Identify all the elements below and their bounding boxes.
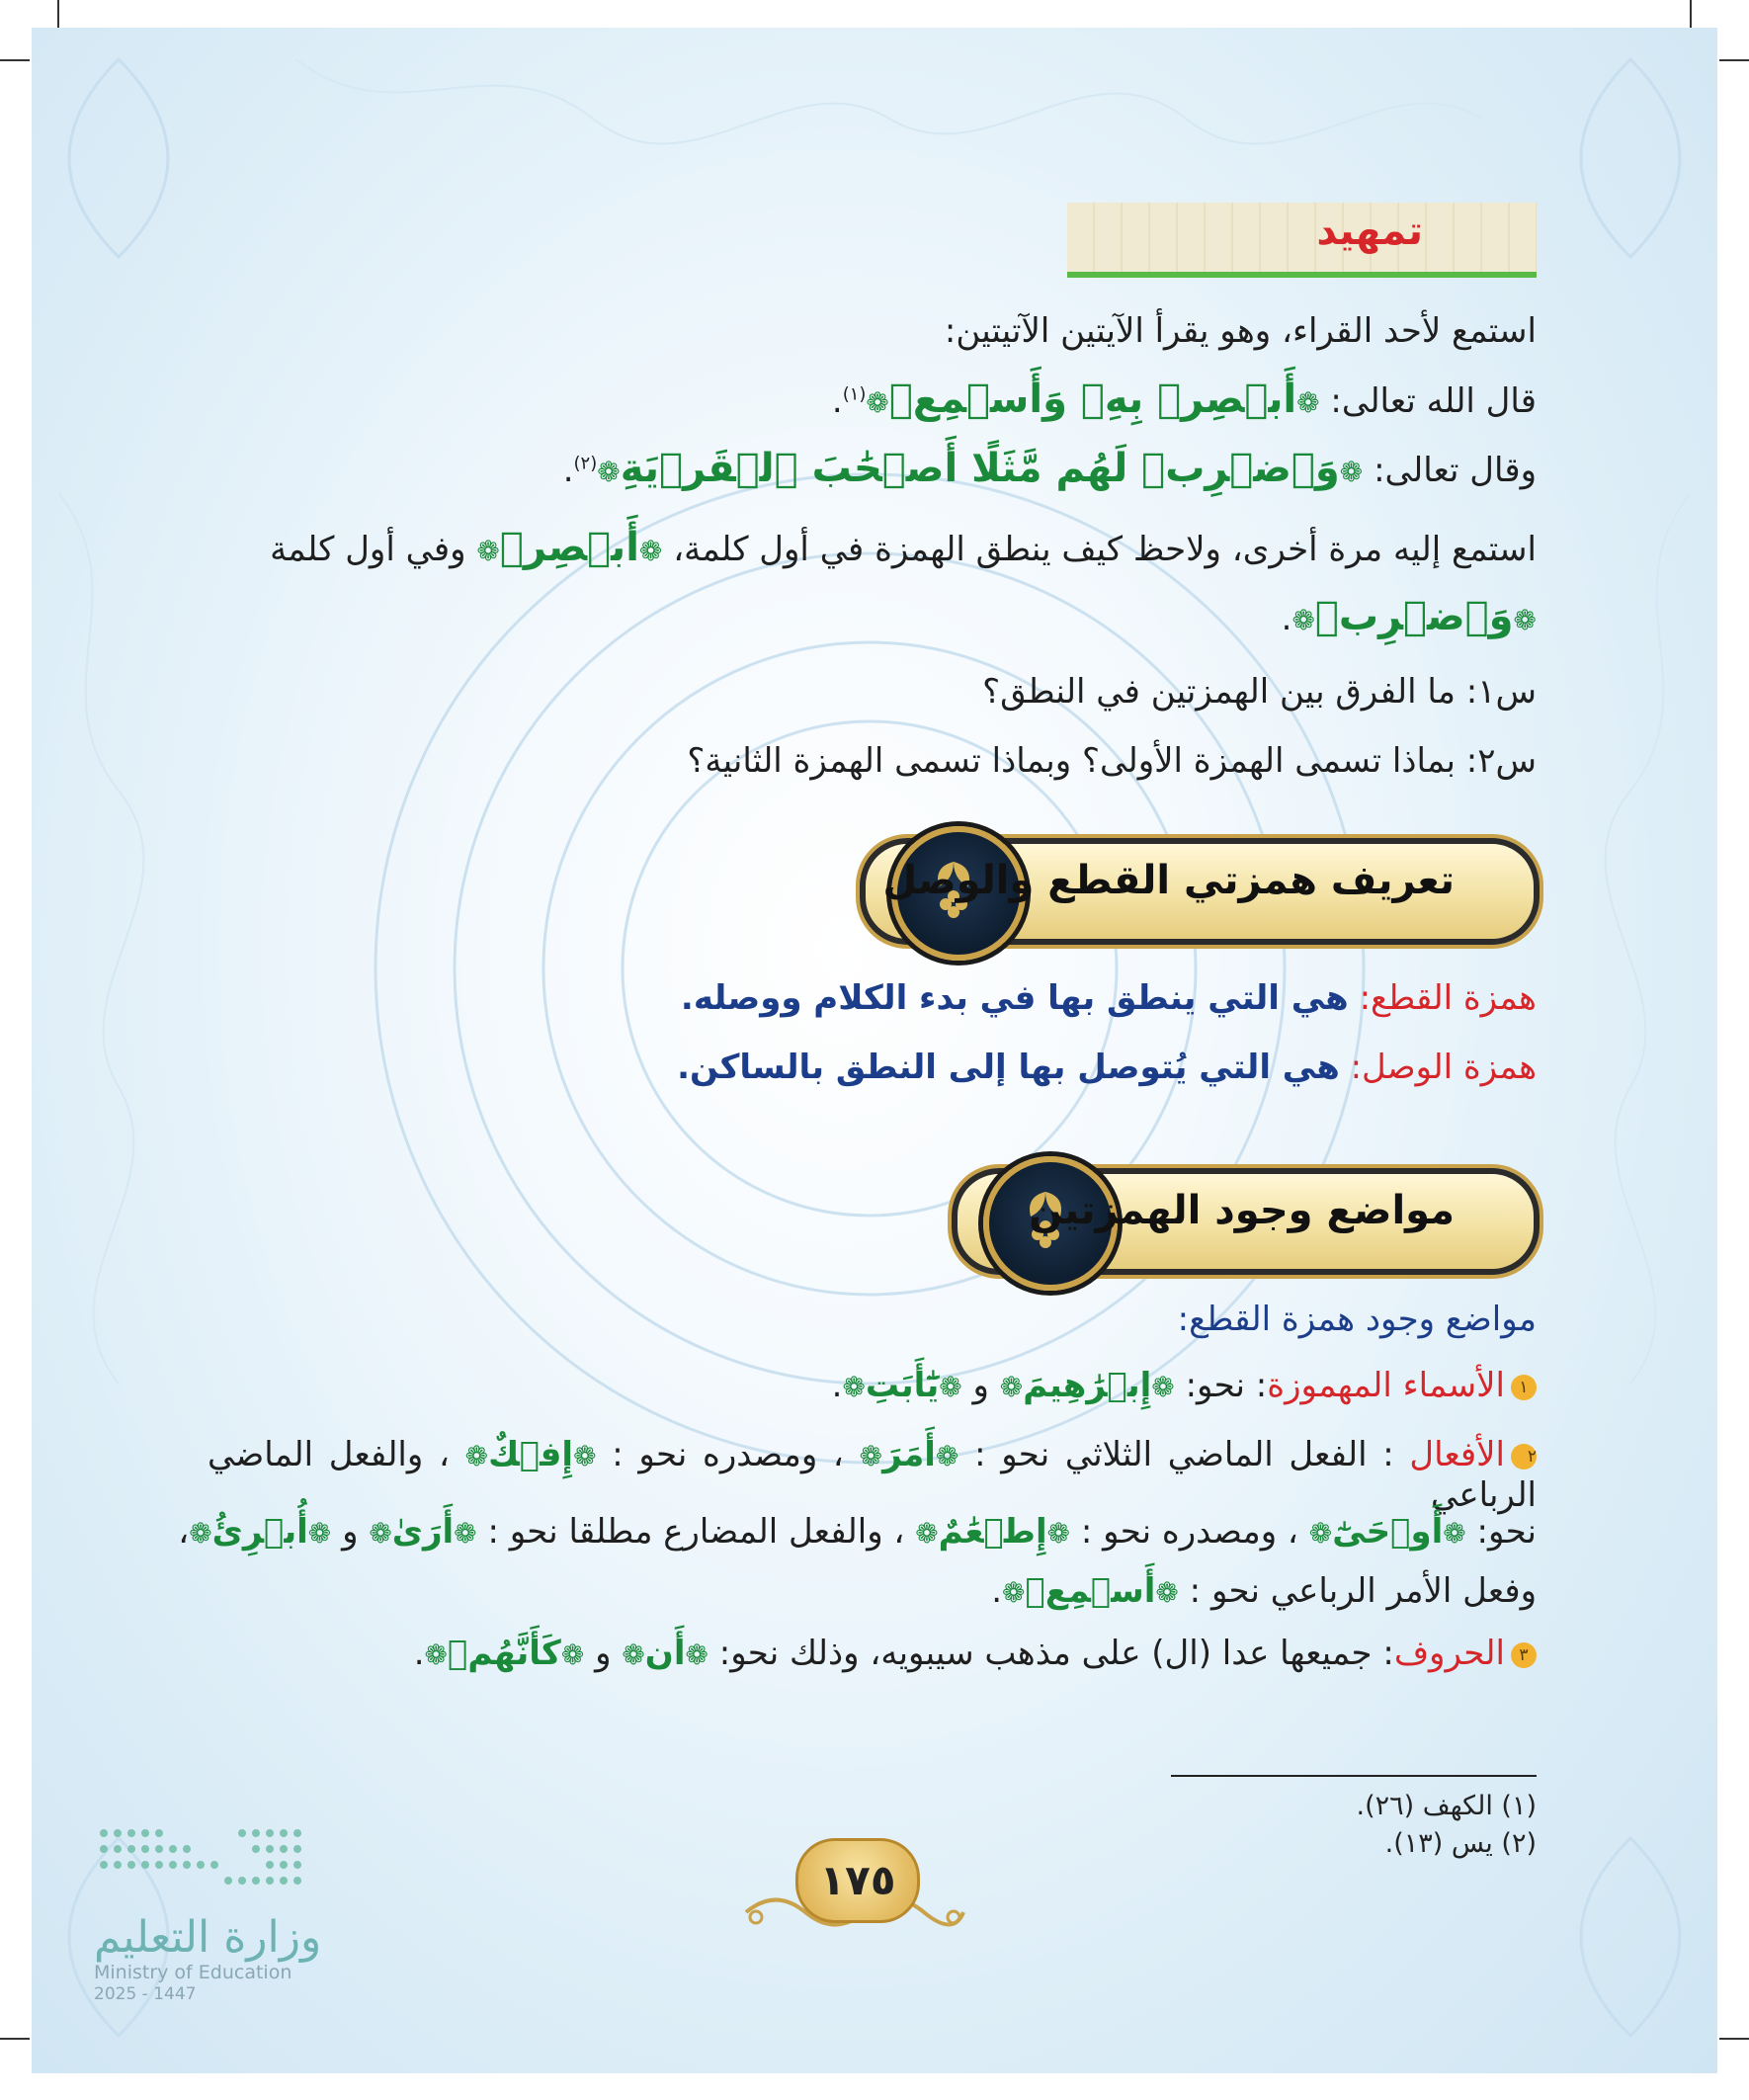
- item2-t6: ، والفعل المضارع مطلقا نحو :: [476, 1512, 916, 1552]
- verse-ornament-icon: ❁: [1155, 1576, 1179, 1609]
- verse1-ref: (١): [842, 383, 867, 405]
- verse-ornament-icon: ❁: [1339, 456, 1364, 488]
- verse-ornament-icon: ❁: [424, 1638, 448, 1671]
- def1-term: همزة القطع:: [1348, 978, 1537, 1018]
- ministry-name-arabic: وزارة التعليم: [94, 1912, 322, 1963]
- tamheed-header: [1067, 203, 1537, 278]
- item2-word3: أَوۡحَىٰٓ: [1332, 1512, 1444, 1552]
- verse-ornament-icon: ❁: [935, 1440, 959, 1472]
- item3-and: و: [584, 1634, 623, 1673]
- verse-ornament-icon: ❁: [560, 1638, 585, 1671]
- page-number: ١٧٥: [795, 1838, 920, 1923]
- item2-t1: : الفعل الماضي الثلاثي نحو :: [958, 1435, 1410, 1474]
- def1-text: هي التي ينطق بها في بدء الكلام ووصله.: [680, 978, 1349, 1018]
- verse-ornament-icon: ❁: [1002, 1576, 1026, 1609]
- tamheed-title: تمهيد: [1316, 209, 1423, 254]
- item1-word1: إِبۡرَٰهِيمَ: [1023, 1366, 1152, 1405]
- item2-t4: نحو:: [1465, 1512, 1537, 1552]
- item2-word1: أَمَرَ: [882, 1435, 936, 1474]
- intro-paragraph: [208, 524, 1537, 571]
- item2-label: الأفعال: [1409, 1435, 1505, 1474]
- crop-mark: [0, 59, 30, 61]
- item2-word6: أُبۡرِئُ: [211, 1512, 308, 1552]
- footnote-divider: [1171, 1775, 1537, 1777]
- question-2: س٢: بماذا تسمى الهمزة الأولى؟ وبماذا تسمى الهمزة الثانية؟: [687, 741, 1537, 781]
- verse-ornament-icon: ❁: [1151, 1371, 1175, 1403]
- ministry-logo-icon: [94, 1823, 311, 1892]
- ministry-name-english: Ministry of Education: [94, 1962, 292, 1983]
- item3-word2: كَأَنَّهُمۡ: [447, 1634, 561, 1673]
- item3-label: الحروف: [1393, 1634, 1505, 1673]
- footnote-2: (٢) يس (١٣).: [1384, 1828, 1537, 1859]
- crop-mark: [1719, 59, 1749, 61]
- list-item-1: ١الأسماء المهموزة: نحو: ❁إِبۡرَٰهِيمَ❁ و ❁يَٰٓأَبَتِ❁.: [832, 1366, 1537, 1406]
- verse2-text: وَٱضۡرِبۡ لَهُم مَّثَلًا أَصۡحَٰبَ ٱلۡقَرۡيَةِ: [620, 446, 1340, 491]
- crop-mark: [0, 2038, 30, 2040]
- verse-ornament-icon: ❁: [622, 1638, 645, 1671]
- crop-mark: [57, 0, 59, 28]
- verse1-prefix: قال الله تعالى:: [1319, 381, 1537, 421]
- list-item-3: ٣الحروف: جميعها عدا (ال) على مذهب سيبويه، وذلك نحو: ❁أَن❁ و ❁كَأَنَّهُمۡ❁.: [414, 1634, 1537, 1674]
- verse-ornament-icon: ❁: [1443, 1517, 1466, 1550]
- item2-t2: ، ومصدره نحو :: [596, 1435, 860, 1474]
- item3-t1: : جميعها عدا (ال) على مذهب سيبويه، وذلك نحو:: [708, 1634, 1394, 1673]
- para-part2: وفي أول كلمة: [270, 530, 466, 569]
- verse-ornament-icon: ❁: [454, 1517, 477, 1550]
- crop-mark: [1690, 0, 1692, 28]
- para-part1: استمع إليه مرة أخرى، ولاحظ كيف ينطق الهمزة في أول كلمة،: [673, 530, 1537, 569]
- definition-2: [677, 1048, 1537, 1088]
- list-number-badge: ٢: [1511, 1444, 1537, 1470]
- intro-paragraph-end: ❁وَٱضۡرِبۡ❁.: [1281, 594, 1537, 639]
- verse-ornament-icon: ❁: [597, 456, 621, 488]
- verse-ornament-icon: ❁: [573, 1440, 597, 1472]
- ministry-year: 2025 - 1447: [94, 1984, 197, 2004]
- verse-ornament-icon: ❁: [915, 1517, 939, 1550]
- item2-word4: إِطۡعَٰمٌ: [938, 1512, 1047, 1552]
- verse2-ref: (٢): [573, 453, 598, 474]
- item2-word5: أَرَىٰ: [391, 1512, 455, 1552]
- verse-ornament-icon: ❁: [369, 1517, 392, 1550]
- verse-ornament-icon: ❁: [1308, 1517, 1333, 1550]
- item1-rest: : نحو:: [1174, 1366, 1268, 1405]
- para-word1: أَبۡصِرۡ: [499, 525, 639, 570]
- section-banner-locations: [952, 1168, 1540, 1275]
- verse-line-1: قال الله تعالى: ❁أَبۡصِرۡ بِهِۦ وَأَسۡمِعۡ❁$^{(١)}$.: [831, 377, 1537, 422]
- verse-ornament-icon: ❁: [638, 535, 663, 567]
- verse-ornament-icon: ❁: [464, 1440, 489, 1472]
- def2-term: همزة الوصل:: [1339, 1048, 1537, 1087]
- definition-1: [681, 978, 1537, 1019]
- item3-word1: أَن: [644, 1634, 686, 1673]
- verse2-prefix: وقال تعالى:: [1363, 451, 1537, 490]
- item2-t3: ، والفعل الماضي الرباعي: [208, 1435, 1537, 1515]
- item2-t7: وفعل الأمر الرباعي نحو :: [1178, 1571, 1537, 1611]
- crop-mark: [1719, 2038, 1749, 2040]
- verse1-text: أَبۡصِرۡ بِهِۦ وَأَسۡمِعۡ: [888, 377, 1297, 422]
- footnote-1: (١) الكهف (٢٦).: [1356, 1791, 1537, 1821]
- verse-ornament-icon: ❁: [307, 1517, 332, 1550]
- verse-ornament-icon: ❁: [866, 386, 889, 419]
- def2-text: هي التي يُتوصل بها إلى النطق بالساكن.: [677, 1048, 1340, 1087]
- verse-ornament-icon: ❁: [476, 535, 500, 567]
- list-item-2-end: وفعل الأمر الرباعي نحو : ❁أَسۡمِعۡ❁.: [991, 1571, 1537, 1611]
- section2-title: مواضع وجود الهمزتين: [1029, 1188, 1455, 1233]
- verse-ornament-icon: ❁: [939, 1371, 962, 1403]
- list-number-badge: ١: [1511, 1375, 1537, 1400]
- verse-ornament-icon: ❁: [1291, 604, 1315, 636]
- verse-ornament-icon: ❁: [685, 1638, 708, 1671]
- verse-ornament-icon: ❁: [1513, 604, 1537, 636]
- list-number-badge: ٣: [1511, 1642, 1537, 1668]
- list-item-2-cont: نحو: ❁أَوۡحَىٰٓ❁ ، ومصدره نحو : ❁إِطۡعَٰمٌ❁ ، والفعل المضارع مطلقا نحو : ❁أَرَىٰ❁ و ❁أُبۡرِئُ❁،: [178, 1512, 1537, 1552]
- verse-ornament-icon: ❁: [842, 1371, 866, 1403]
- para-word2: وَٱضۡرِبۡ: [1314, 594, 1514, 639]
- section-banner-definitions: [860, 838, 1540, 945]
- item1-and: و: [961, 1366, 1000, 1405]
- item2-word2: إِفۡكٌ: [488, 1435, 574, 1474]
- list-item-2: [208, 1435, 1537, 1516]
- verse-ornament-icon: ❁: [189, 1517, 212, 1550]
- item1-word2: يَٰٓأَبَتِ: [865, 1366, 940, 1405]
- question-1: س١: ما الفرق بين الهمزتين في النطق؟: [982, 672, 1537, 712]
- item2-t5: ، ومصدره نحو :: [1070, 1512, 1309, 1552]
- verse-ornament-icon: ❁: [859, 1440, 883, 1472]
- item2-word7: أَسۡمِعۡ: [1025, 1571, 1156, 1611]
- item1-label: الأسماء المهموزة: [1267, 1366, 1505, 1405]
- verse-ornament-icon: ❁: [1046, 1517, 1071, 1550]
- verse-line-2: وقال تعالى: ❁وَٱضۡرِبۡ لَهُم مَّثَلًا أَصۡحَٰبَ ٱلۡقَرۡيَةِ❁$^{(٢)}$.: [562, 446, 1537, 491]
- verse-ornament-icon: ❁: [1296, 386, 1320, 419]
- section1-title: تعريف همزتي القطع والوصل: [882, 858, 1455, 903]
- section2-subhead: مواضع وجود همزة القطع:: [1177, 1300, 1537, 1339]
- item2-and: و: [331, 1512, 370, 1552]
- verse-ornament-icon: ❁: [999, 1371, 1024, 1403]
- intro-listen-line: استمع لأحد القراء، وهو يقرأ الآيتين الآتيتين:: [944, 311, 1537, 351]
